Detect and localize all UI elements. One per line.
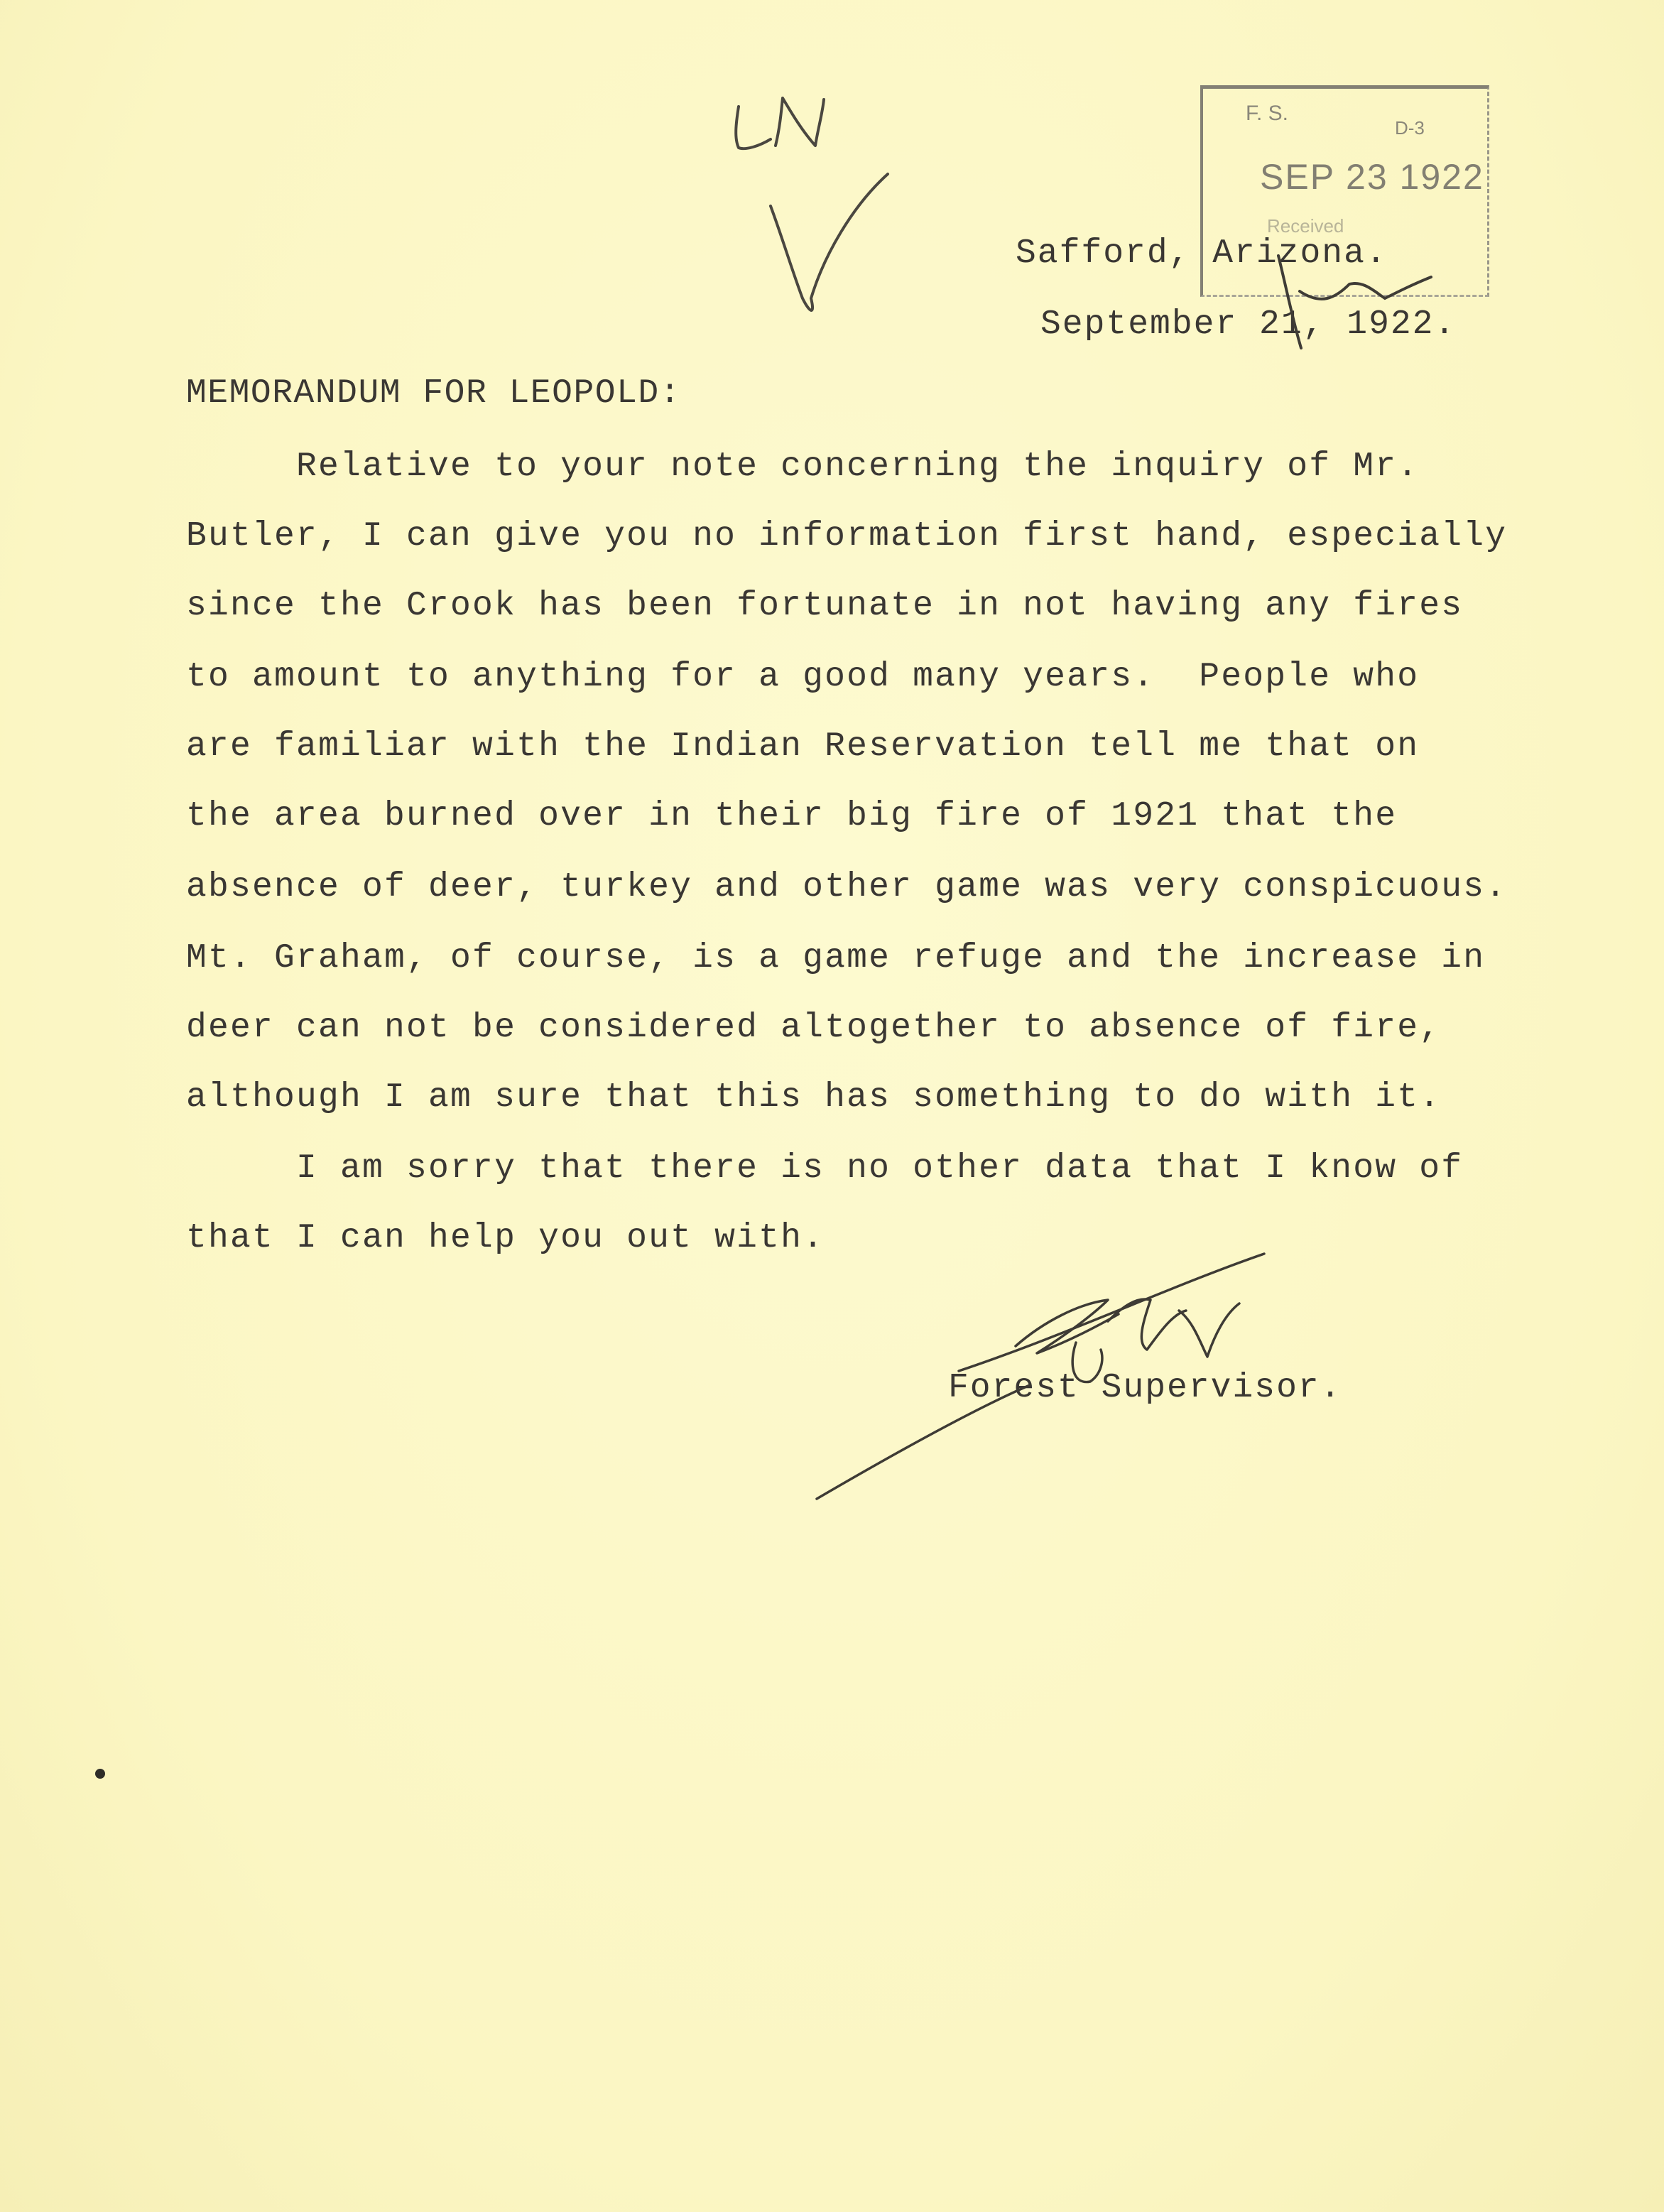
stamp-date: SEP 23 1922 <box>1260 157 1484 197</box>
place-line: Safford, Arizona. <box>1016 234 1388 273</box>
stamp-received: Received <box>1267 215 1344 237</box>
body-line: that I can help you out with. <box>186 1219 825 1257</box>
date-line: September 21, 1922. <box>1040 305 1457 344</box>
body-line: Mt. Graham, of course, is a game refuge and the increase in <box>186 939 1486 977</box>
body-line: to amount to anything for a good many years. People who <box>186 658 1420 696</box>
body-line: Relative to your note concerning the inquiry of Mr. <box>186 448 1420 486</box>
body-line: although I am sure that this has something to do with it. <box>186 1078 1442 1117</box>
body-line: absence of deer, turkey and other game was very conspicuous. <box>186 868 1508 906</box>
stamp-district: D-3 <box>1395 117 1425 139</box>
memo-heading: MEMORANDUM FOR LEOPOLD: <box>186 374 682 413</box>
body-line: Butler, I can give you no information first hand, especially <box>186 517 1508 555</box>
body-line: the area burned over in their big fire of 1921 that the <box>186 797 1398 835</box>
body-line: are familiar with the Indian Reservation tell me that on <box>186 727 1420 766</box>
body-line: I am sorry that there is no other data that I know of <box>186 1149 1464 1188</box>
ink-dot <box>95 1769 105 1779</box>
body-line: since the Crook has been fortunate in not having any fires <box>186 587 1464 625</box>
signature-title: Forest Supervisor. <box>948 1369 1342 1407</box>
body-line: deer can not be considered altogether to absence of fire, <box>186 1009 1442 1047</box>
stamp-agency: F. S. <box>1246 102 1289 125</box>
